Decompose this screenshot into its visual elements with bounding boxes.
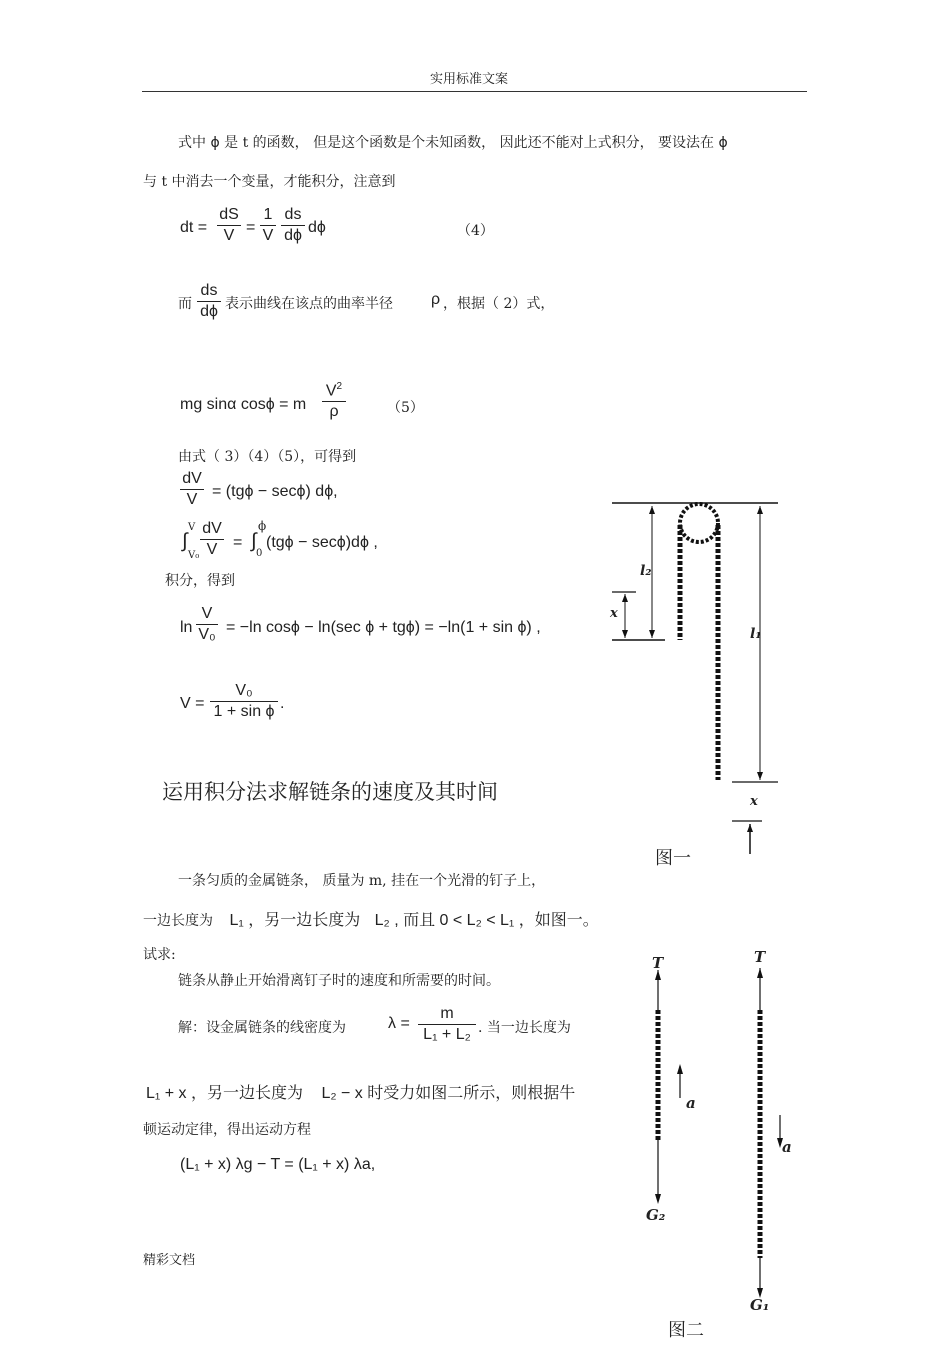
- para2-frac: [197, 282, 221, 321]
- eq9-tail: .: [280, 695, 285, 712]
- para7-line2: 顿运动定律，得出运动方程: [143, 1122, 311, 1138]
- para2-pre: 而: [178, 296, 192, 312]
- eq4-tail: dϕ: [308, 219, 326, 236]
- eq9-frac: [210, 682, 278, 721]
- label-T-right: T: [754, 948, 766, 966]
- eq8-den: V₀: [198, 626, 216, 643]
- eq7-equals: =: [233, 534, 243, 551]
- para7-text-a: L₁ + x ，另一边长度为: [146, 1085, 303, 1102]
- eq4-frac3-num: ds: [284, 206, 302, 223]
- para5-line1: 一条匀质的金属链条， 质量为 m, 挂在一个光滑的钉子上，: [178, 873, 546, 889]
- eq5-sup: 2: [336, 381, 343, 392]
- label-T-left: T: [652, 954, 664, 972]
- figure-1: [600, 490, 790, 870]
- page-footer: 精彩文档: [143, 1253, 196, 1268]
- eq7-int2-lower: 0: [256, 548, 263, 559]
- para2-frac-den: dϕ: [200, 303, 218, 320]
- para3: 由式（ 3）（4）（5），可得到: [178, 449, 357, 465]
- eq7-int-lower: V₀: [188, 550, 200, 561]
- para6-frac: [418, 1005, 476, 1044]
- eq5-lhs: mg sinα cosϕ = m: [180, 396, 307, 413]
- eq8-num: V: [201, 605, 213, 622]
- phi-symbol: ϕ: [718, 135, 728, 151]
- equation-10: (L₁ + x) λg − T = (L₁ + x) λa,: [180, 1156, 376, 1173]
- para6-den: L₁ + L₂: [423, 1026, 471, 1043]
- rho-symbol: ρ: [431, 291, 441, 308]
- para6-num: m: [440, 1005, 454, 1022]
- eq5-num-v: V: [325, 382, 337, 400]
- para5-text-a: 一边长度为: [143, 913, 213, 929]
- para6-pre: 解：设金属链条的线密度为: [178, 1020, 346, 1036]
- eq8-ln: ln: [180, 619, 193, 636]
- para2-post: 表示曲线在该点的曲率半径: [225, 296, 393, 312]
- section-heading: 运用积分法求解链条的速度及其时间: [162, 780, 498, 804]
- chain-forces-diagram: [620, 940, 810, 1310]
- eq4-frac2-num: 1: [263, 206, 273, 223]
- phi-symbol: ϕ: [210, 135, 220, 151]
- eq4-frac1: [217, 206, 241, 245]
- para7-text-b: L₂ − x 时受力如图二所示，则根据牛: [321, 1085, 576, 1102]
- figure-1-caption: 图一: [655, 848, 691, 869]
- para5-text-b: L₁ ，另一边长度为: [229, 912, 361, 929]
- eq4-lhs: dt =: [180, 219, 208, 236]
- integral-sign: ∫: [251, 530, 257, 552]
- para5-line2: [143, 907, 599, 930]
- eq5-num: [322, 381, 346, 400]
- eq6-frac: [180, 470, 204, 509]
- eq5-den: ρ: [329, 403, 339, 421]
- header-rule: [142, 91, 807, 92]
- label-a-left: a: [686, 1094, 696, 1112]
- para1-line2: 与 t 中消去一个变量，才能积分，注意到: [143, 174, 396, 190]
- eq9-den: 1 + sin ϕ: [213, 703, 275, 720]
- para6-post: . 当一边长度为: [478, 1020, 571, 1036]
- label-a-right: a: [782, 1138, 792, 1156]
- eq4-frac2-den: V: [262, 227, 274, 244]
- eq4-frac1-den: V: [223, 227, 235, 244]
- eq4-frac3-den: dϕ: [284, 227, 302, 244]
- para1-line1: [178, 132, 728, 152]
- para7-line1: [146, 1080, 575, 1103]
- label-l2: l₂: [640, 563, 652, 579]
- para5-line4: 链条从静止开始滑离钉子时的速度和所需要的时间。: [178, 973, 500, 989]
- para2-frac-num: ds: [200, 282, 218, 299]
- eq7-rhs: (tgϕ − secϕ)dϕ ,: [266, 534, 378, 551]
- para2-post2: ，根据（ 2）式，: [443, 296, 555, 312]
- eq6-rhs: = (tgϕ − secϕ) dϕ,: [212, 483, 338, 500]
- label-x-left: x: [610, 606, 618, 621]
- eq8-rhs: = −ln cosϕ − ln(sec ϕ + tgϕ) = −ln(1 + sin ϕ) ,: [226, 619, 541, 636]
- eq7-frac: [200, 520, 224, 559]
- eq4-equals: =: [246, 219, 256, 236]
- eq5-frac: [322, 381, 346, 421]
- eq5-label: （5）: [387, 400, 424, 416]
- eq7-den: V: [206, 541, 218, 558]
- eq4-frac2: [260, 206, 276, 245]
- eq7-int2-upper: ϕ: [258, 519, 267, 533]
- eq9-lhs: V =: [180, 695, 205, 712]
- eq4-label: （4）: [457, 223, 494, 239]
- eq7-int-upper: V: [188, 522, 196, 533]
- para4: 积分，得到: [165, 573, 235, 589]
- para1-text-b: 是 t 的函数， 但是这个函数是个未知函数， 因此还不能对上式积分， 要设法在: [224, 135, 715, 151]
- label-G1: G₁: [750, 1296, 770, 1314]
- para5-text-c: L₂ , 而且 0 < L₂ < L₁ ，如图一。: [374, 912, 599, 929]
- eq6-num: dV: [182, 470, 202, 487]
- eq8-frac: [196, 605, 218, 644]
- figure-2-caption: 图二: [668, 1320, 704, 1341]
- para5-line3: 试求:: [143, 947, 176, 963]
- para1-text-a: 式中: [178, 135, 206, 151]
- eq6-den: V: [186, 491, 198, 508]
- label-x-bottom: x: [750, 794, 758, 809]
- page-header: 实用标准文案: [430, 72, 509, 87]
- label-l1: l₁: [750, 626, 762, 642]
- eq4-frac1-num: dS: [219, 206, 239, 223]
- chain-on-nail-diagram: [600, 490, 790, 860]
- label-G2: G₂: [646, 1206, 666, 1224]
- para6-lambda: λ =: [388, 1015, 410, 1032]
- figure-2: [620, 940, 810, 1340]
- eq4-frac3: [281, 206, 305, 245]
- eq9-num: V₀: [235, 682, 253, 699]
- integral-sign: ∫: [182, 530, 188, 552]
- eq7-num: dV: [202, 520, 222, 537]
